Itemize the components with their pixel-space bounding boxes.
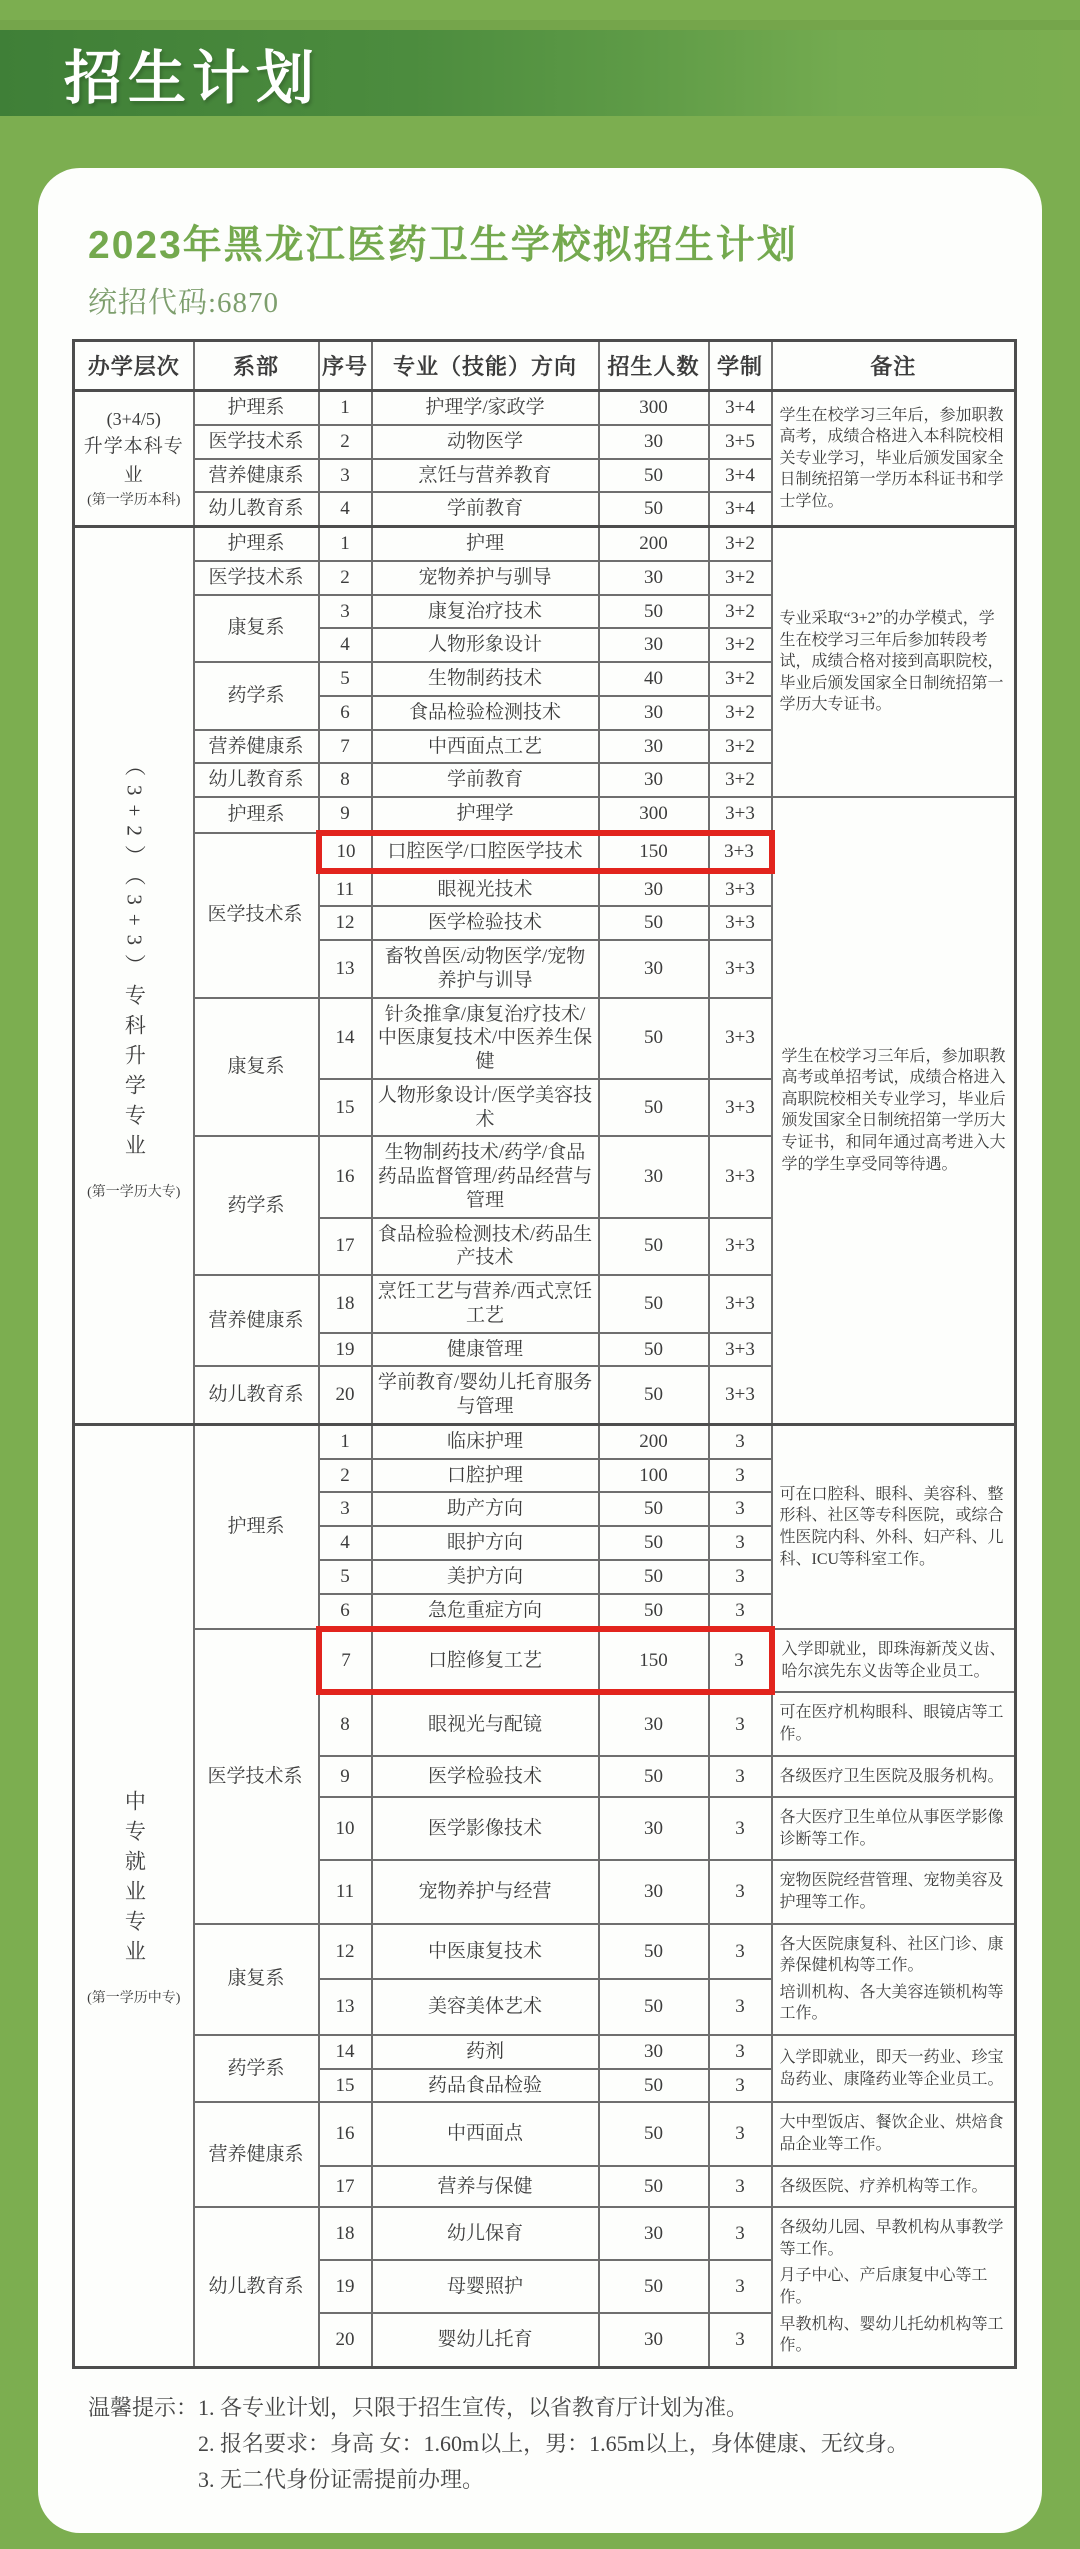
remark-paragraph: 培训机构、各大美容连锁机构等工作。 bbox=[779, 1983, 1004, 2023]
remark-paragraph: 专业采取“3+2”的办学模式，学生在校学习三年后参加转段考试，成绩合格对接到高职院校，毕业后颁发国家全日制统招第一学历大专证书。 bbox=[779, 610, 1004, 714]
years-cell: 3 bbox=[709, 1692, 772, 1755]
count-cell: 30 bbox=[599, 1797, 709, 1860]
remark-cell bbox=[772, 391, 1016, 527]
level-line: 升学本科专业 bbox=[83, 436, 184, 486]
years-cell: 3+3 bbox=[709, 940, 772, 998]
count-cell: 30 bbox=[599, 561, 709, 595]
count-cell: 200 bbox=[599, 527, 709, 561]
remark-paragraph: 大中型饭店、餐饮企业、烘焙食品企业等工作。 bbox=[779, 2114, 1004, 2154]
years-cell: 3+3 bbox=[709, 871, 772, 907]
dept-cell: 药学系 bbox=[194, 1136, 319, 1275]
no-cell: 4 bbox=[319, 1526, 372, 1560]
major-cell: 营养与保健 bbox=[372, 2166, 599, 2208]
count-cell: 50 bbox=[599, 1079, 709, 1137]
header-cell: 序号 bbox=[319, 341, 372, 391]
major-cell: 口腔修复工艺 bbox=[372, 1629, 599, 1692]
count-cell: 50 bbox=[599, 1560, 709, 1594]
no-cell: 17 bbox=[319, 2166, 372, 2208]
count-cell: 30 bbox=[599, 1860, 709, 1923]
no-cell: 8 bbox=[319, 763, 372, 797]
count-cell: 50 bbox=[599, 2069, 709, 2103]
no-cell: 4 bbox=[319, 628, 372, 662]
no-cell: 14 bbox=[319, 998, 372, 1079]
level-cell bbox=[74, 391, 194, 527]
enrollment-table bbox=[72, 339, 1017, 2369]
years-cell: 3 bbox=[709, 2207, 772, 2260]
remark-paragraph: 各级医院、疗养机构等工作。 bbox=[779, 2177, 988, 2195]
remark-cell bbox=[772, 2166, 1016, 2208]
table-row bbox=[74, 527, 1016, 561]
major-cell: 学前教育/婴幼儿托育服务与管理 bbox=[372, 1366, 599, 1424]
remark-cell bbox=[772, 1424, 1016, 1629]
major-cell: 烹饪与营养教育 bbox=[372, 459, 599, 493]
years-cell: 3 bbox=[709, 1526, 772, 1560]
years-cell: 3+3 bbox=[709, 1218, 772, 1276]
no-cell: 18 bbox=[319, 2207, 372, 2260]
table-row bbox=[74, 2207, 1016, 2260]
no-cell: 16 bbox=[319, 1136, 372, 1217]
dept-cell: 护理系 bbox=[194, 1424, 319, 1629]
major-cell: 美容美体艺术 bbox=[372, 1979, 599, 2035]
remark-cell bbox=[772, 2102, 1016, 2165]
years-cell: 3+2 bbox=[709, 628, 772, 662]
level-suffix: (第一学历中专) bbox=[87, 1990, 181, 2006]
no-cell: 3 bbox=[319, 595, 372, 629]
major-cell: 眼视光与配镜 bbox=[372, 1692, 599, 1755]
no-cell: 1 bbox=[319, 527, 372, 561]
major-cell: 食品检验检测技术 bbox=[372, 696, 599, 730]
content-card bbox=[38, 168, 1042, 2533]
count-cell: 300 bbox=[599, 797, 709, 833]
major-cell: 临床护理 bbox=[372, 1424, 599, 1458]
count-cell: 30 bbox=[599, 2207, 709, 2260]
remark-cell bbox=[772, 2207, 1016, 2367]
banner-title: 招生计划 bbox=[64, 46, 321, 111]
major-cell: 母婴照护 bbox=[372, 2260, 599, 2313]
dept-cell: 营养健康系 bbox=[194, 1275, 319, 1366]
major-cell: 助产方向 bbox=[372, 1492, 599, 1526]
no-cell: 6 bbox=[319, 1594, 372, 1630]
no-cell: 11 bbox=[319, 871, 372, 907]
major-cell: 烹饪工艺与营养/西式烹饪工艺 bbox=[372, 1275, 599, 1333]
no-cell: 13 bbox=[319, 940, 372, 998]
major-cell: 婴幼儿托育 bbox=[372, 2313, 599, 2367]
years-cell: 3 bbox=[709, 1756, 772, 1798]
admission-code: 统招代码:6870 bbox=[88, 287, 280, 319]
major-cell: 口腔护理 bbox=[372, 1459, 599, 1493]
no-cell: 2 bbox=[319, 1459, 372, 1493]
major-cell: 食品检验检测技术/药品生产技术 bbox=[372, 1218, 599, 1276]
header-row bbox=[74, 341, 1016, 391]
count-cell: 100 bbox=[599, 1459, 709, 1493]
dept-cell: 康复系 bbox=[194, 595, 319, 663]
dept-cell: 幼儿教育系 bbox=[194, 2207, 319, 2367]
no-cell: 20 bbox=[319, 2313, 372, 2367]
years-cell: 3 bbox=[709, 1560, 772, 1594]
major-cell: 中西面点工艺 bbox=[372, 730, 599, 764]
count-cell: 50 bbox=[599, 906, 709, 940]
years-cell: 3 bbox=[709, 1979, 772, 2035]
years-cell: 3+3 bbox=[709, 1333, 772, 1367]
remark-paragraph: 学生在校学习三年后，参加职教高考，成绩合格进入本科院校相关专业学习，毕业后颁发国家全日制统招第一学历本科证书和学士学位。 bbox=[779, 406, 1004, 510]
major-cell: 中医康复技术 bbox=[372, 1924, 599, 1980]
no-cell: 6 bbox=[319, 696, 372, 730]
remark-cell bbox=[772, 527, 1016, 798]
no-cell: 7 bbox=[319, 730, 372, 764]
major-cell: 人物形象设计 bbox=[372, 628, 599, 662]
dept-cell: 护理系 bbox=[194, 391, 319, 425]
years-cell: 3 bbox=[709, 2166, 772, 2208]
years-cell: 3 bbox=[709, 1860, 772, 1923]
remark-paragraph: 各级医疗卫生医院及服务机构。 bbox=[779, 1767, 1004, 1785]
header-cell: 办学层次 bbox=[74, 341, 194, 391]
count-cell: 50 bbox=[599, 1526, 709, 1560]
dept-cell: 康复系 bbox=[194, 1924, 319, 2035]
remark-paragraph: 月子中心、产后康复中心等工作。 bbox=[779, 2267, 988, 2307]
remark-paragraph: 可在口腔科、眼科、美容科、整形科、社区等专科医院，或综合性医院内科、外科、妇产科、儿科、ICU等科室工作。 bbox=[779, 1485, 1004, 1568]
table-row bbox=[74, 2035, 1016, 2069]
major-cell: 针灸推拿/康复治疗技术/中医康复技术/中医养生保健 bbox=[372, 998, 599, 1079]
years-cell: 3+5 bbox=[709, 425, 772, 459]
years-cell: 3 bbox=[709, 1594, 772, 1630]
no-cell: 20 bbox=[319, 1366, 372, 1424]
years-cell: 3+4 bbox=[709, 391, 772, 425]
notes-prefix: 温馨提示： bbox=[88, 2394, 199, 2420]
years-cell: 3+2 bbox=[709, 730, 772, 764]
major-cell: 康复治疗技术 bbox=[372, 595, 599, 629]
header-cell: 专业（技能）方向 bbox=[372, 341, 599, 391]
no-cell: 10 bbox=[319, 833, 372, 871]
count-cell: 150 bbox=[599, 833, 709, 871]
dept-cell: 医学技术系 bbox=[194, 833, 319, 998]
note-line: 2. 报名要求：身高 女：1.60m以上，男：1.65m以上，身体健康、无纹身。 bbox=[198, 2430, 909, 2456]
years-cell: 3 bbox=[709, 1424, 772, 1458]
remark-paragraph: 各大医疗卫生单位从事医学影像诊断等工作。 bbox=[779, 1809, 1004, 1848]
major-cell: 医学影像技术 bbox=[372, 1797, 599, 1860]
remark-paragraph: 可在医疗机构眼科、眼镜店等工作。 bbox=[779, 1704, 1004, 1744]
no-cell: 12 bbox=[319, 906, 372, 940]
count-cell: 50 bbox=[599, 492, 709, 526]
major-cell: 人物形象设计/医学美容技术 bbox=[372, 1079, 599, 1137]
dept-cell: 康复系 bbox=[194, 998, 319, 1137]
level-cell bbox=[74, 1424, 194, 2367]
no-cell: 1 bbox=[319, 391, 372, 425]
years-cell: 3+3 bbox=[709, 1136, 772, 1217]
remark-cell bbox=[772, 1692, 1016, 1755]
no-cell: 2 bbox=[319, 425, 372, 459]
count-cell: 30 bbox=[599, 871, 709, 907]
level-vertical-text: （3+2）（3+3）专科升学专业 bbox=[122, 755, 147, 1165]
count-cell: 30 bbox=[599, 730, 709, 764]
no-cell: 12 bbox=[319, 1924, 372, 1980]
dept-cell: 药学系 bbox=[194, 2035, 319, 2103]
remark-cell bbox=[772, 1860, 1016, 1923]
years-cell: 3+2 bbox=[709, 662, 772, 696]
count-cell: 150 bbox=[599, 1629, 709, 1692]
level-vertical-text: 中专就业专业 bbox=[122, 1790, 147, 1971]
no-cell: 16 bbox=[319, 2102, 372, 2165]
major-cell: 生物制药技术 bbox=[372, 662, 599, 696]
remark-paragraph: 学生在校学习三年后，参加职教高考或单招考试，成绩合格进入高职院校相关专业学习，毕业后颁发国家全日制统招第一学历大专证书，和同年通过高考进入大学的学生享受同等待遇。 bbox=[781, 1047, 1006, 1173]
no-cell: 19 bbox=[319, 2260, 372, 2313]
remark-cell bbox=[772, 1629, 1016, 1692]
count-cell: 50 bbox=[599, 2102, 709, 2165]
no-cell: 2 bbox=[319, 561, 372, 595]
years-cell: 3+4 bbox=[709, 459, 772, 493]
count-cell: 50 bbox=[599, 459, 709, 493]
no-cell: 1 bbox=[319, 1424, 372, 1458]
level-line: (第一学历本科) bbox=[87, 493, 181, 508]
years-cell: 3 bbox=[709, 1629, 772, 1692]
count-cell: 30 bbox=[599, 763, 709, 797]
remark-paragraph: 早教机构、婴幼儿托幼机构等工作。 bbox=[779, 2315, 1004, 2355]
major-cell: 动物医学 bbox=[372, 425, 599, 459]
count-cell: 50 bbox=[599, 1275, 709, 1333]
count-cell: 50 bbox=[599, 1218, 709, 1276]
major-cell: 护理 bbox=[372, 527, 599, 561]
count-cell: 50 bbox=[599, 1366, 709, 1424]
major-cell: 健康管理 bbox=[372, 1333, 599, 1367]
count-cell: 30 bbox=[599, 696, 709, 730]
major-cell: 药剂 bbox=[372, 2035, 599, 2069]
years-cell: 3 bbox=[709, 2313, 772, 2367]
no-cell: 15 bbox=[319, 1079, 372, 1137]
major-cell: 宠物养护与驯导 bbox=[372, 561, 599, 595]
major-cell: 医学检验技术 bbox=[372, 1756, 599, 1798]
count-cell: 30 bbox=[599, 425, 709, 459]
dept-cell: 医学技术系 bbox=[194, 425, 319, 459]
remark-cell bbox=[772, 797, 1016, 1424]
dept-cell: 药学系 bbox=[194, 662, 319, 730]
count-cell: 50 bbox=[599, 1979, 709, 2035]
no-cell: 13 bbox=[319, 1979, 372, 2035]
table-head bbox=[74, 341, 1016, 391]
dept-cell: 幼儿教育系 bbox=[194, 763, 319, 797]
count-cell: 30 bbox=[599, 940, 709, 998]
major-cell: 幼儿保育 bbox=[372, 2207, 599, 2260]
count-cell: 30 bbox=[599, 628, 709, 662]
remark-cell bbox=[772, 1924, 1016, 2035]
count-cell: 200 bbox=[599, 1424, 709, 1458]
no-cell: 18 bbox=[319, 1275, 372, 1333]
remark-paragraph: 入学即就业，即珠海新茂义齿、哈尔滨先东义齿等企业员工。 bbox=[781, 1641, 1006, 1680]
table-row bbox=[74, 391, 1016, 425]
notes-list bbox=[198, 2391, 909, 2499]
table-row bbox=[74, 1924, 1016, 1980]
header-cell: 备注 bbox=[772, 341, 1016, 391]
remark-paragraph: 各大医院康复科、社区门诊、康养保健机构等工作。 bbox=[779, 1935, 1004, 1975]
no-cell: 9 bbox=[319, 797, 372, 833]
count-cell: 50 bbox=[599, 998, 709, 1079]
dept-cell: 幼儿教育系 bbox=[194, 1366, 319, 1424]
major-cell: 眼护方向 bbox=[372, 1526, 599, 1560]
remark-paragraph: 宠物医院经营管理、宠物美容及护理等工作。 bbox=[779, 1872, 1004, 1911]
years-cell: 3+3 bbox=[709, 906, 772, 940]
years-cell: 3+3 bbox=[709, 833, 772, 871]
major-cell: 美护方向 bbox=[372, 1560, 599, 1594]
count-cell: 50 bbox=[599, 1594, 709, 1630]
remark-cell bbox=[772, 1797, 1016, 1860]
years-cell: 3 bbox=[709, 1797, 772, 1860]
dept-cell: 营养健康系 bbox=[194, 459, 319, 493]
count-cell: 300 bbox=[599, 391, 709, 425]
table-row bbox=[74, 797, 1016, 833]
banner bbox=[0, 30, 1080, 116]
major-cell: 医学检验技术 bbox=[372, 906, 599, 940]
count-cell: 50 bbox=[599, 1492, 709, 1526]
count-cell: 50 bbox=[599, 595, 709, 629]
years-cell: 3+3 bbox=[709, 998, 772, 1079]
dept-cell: 医学技术系 bbox=[194, 1629, 319, 1923]
years-cell: 3+2 bbox=[709, 595, 772, 629]
years-cell: 3 bbox=[709, 1924, 772, 1980]
remark-cell bbox=[772, 2035, 1016, 2103]
count-cell: 30 bbox=[599, 2313, 709, 2367]
major-cell: 学前教育 bbox=[372, 492, 599, 526]
remark-paragraph: 各级幼儿园、早教机构从事教学等工作。 bbox=[779, 2219, 1004, 2258]
no-cell: 14 bbox=[319, 2035, 372, 2069]
no-cell: 10 bbox=[319, 1797, 372, 1860]
no-cell: 5 bbox=[319, 662, 372, 696]
header-cell: 招生人数 bbox=[599, 341, 709, 391]
remark-paragraph: 入学即就业，即天一药业、珍宝岛药业、康隆药业等企业员工。 bbox=[779, 2049, 1004, 2088]
table-row bbox=[74, 1424, 1016, 1458]
dept-cell: 护理系 bbox=[194, 797, 319, 833]
no-cell: 17 bbox=[319, 1218, 372, 1276]
note-line: 1. 各专业计划，只限于招生宣传，以省教育厅计划为准。 bbox=[198, 2394, 749, 2420]
count-cell: 50 bbox=[599, 2166, 709, 2208]
count-cell: 30 bbox=[599, 1136, 709, 1217]
level-cell bbox=[74, 527, 194, 1425]
dept-cell: 幼儿教育系 bbox=[194, 492, 319, 526]
count-cell: 50 bbox=[599, 2260, 709, 2313]
major-cell: 口腔医学/口腔医学技术 bbox=[372, 833, 599, 871]
remark-cell bbox=[772, 1756, 1016, 1798]
years-cell: 3 bbox=[709, 1459, 772, 1493]
header-cell: 学制 bbox=[709, 341, 772, 391]
dept-cell: 医学技术系 bbox=[194, 561, 319, 595]
major-cell: 护理学 bbox=[372, 797, 599, 833]
dept-cell: 营养健康系 bbox=[194, 2102, 319, 2207]
table-row bbox=[74, 2102, 1016, 2165]
major-cell: 中西面点 bbox=[372, 2102, 599, 2165]
years-cell: 3+2 bbox=[709, 763, 772, 797]
table-row bbox=[74, 1629, 1016, 1692]
count-cell: 50 bbox=[599, 1924, 709, 1980]
no-cell: 7 bbox=[319, 1629, 372, 1692]
no-cell: 5 bbox=[319, 1560, 372, 1594]
no-cell: 19 bbox=[319, 1333, 372, 1367]
header-cell: 系部 bbox=[194, 341, 319, 391]
dept-cell: 护理系 bbox=[194, 527, 319, 561]
years-cell: 3 bbox=[709, 2035, 772, 2069]
no-cell: 4 bbox=[319, 492, 372, 526]
years-cell: 3+3 bbox=[709, 1079, 772, 1137]
no-cell: 9 bbox=[319, 1756, 372, 1798]
page-title: 2023年黑龙江医药卫生学校拟招生计划 bbox=[88, 224, 798, 267]
count-cell: 30 bbox=[599, 2035, 709, 2069]
footer-notes bbox=[88, 2391, 1012, 2499]
years-cell: 3+2 bbox=[709, 696, 772, 730]
no-cell: 3 bbox=[319, 459, 372, 493]
dept-cell: 营养健康系 bbox=[194, 730, 319, 764]
page bbox=[0, 30, 1080, 2533]
major-cell: 学前教育 bbox=[372, 763, 599, 797]
major-cell: 药品食品检验 bbox=[372, 2069, 599, 2103]
note-line: 3. 无二代身份证需提前办理。 bbox=[198, 2467, 485, 2492]
years-cell: 3+3 bbox=[709, 1275, 772, 1333]
count-cell: 50 bbox=[599, 1756, 709, 1798]
years-cell: 3+2 bbox=[709, 527, 772, 561]
major-cell: 眼视光技术 bbox=[372, 871, 599, 907]
count-cell: 30 bbox=[599, 1692, 709, 1755]
major-cell: 畜牧兽医/动物医学/宠物养护与训导 bbox=[372, 940, 599, 998]
years-cell: 3+3 bbox=[709, 1366, 772, 1424]
level-line: (3+4/5) bbox=[106, 409, 161, 429]
count-cell: 50 bbox=[599, 1333, 709, 1367]
major-cell: 急危重症方向 bbox=[372, 1594, 599, 1630]
major-cell: 护理学/家政学 bbox=[372, 391, 599, 425]
level-suffix: (第一学历大专) bbox=[87, 1184, 181, 1200]
no-cell: 8 bbox=[319, 1692, 372, 1755]
count-cell: 40 bbox=[599, 662, 709, 696]
major-cell: 生物制药技术/药学/食品药品监督管理/药品经营与管理 bbox=[372, 1136, 599, 1217]
years-cell: 3 bbox=[709, 2069, 772, 2103]
years-cell: 3 bbox=[709, 2102, 772, 2165]
years-cell: 3+3 bbox=[709, 797, 772, 833]
years-cell: 3 bbox=[709, 1492, 772, 1526]
years-cell: 3+4 bbox=[709, 492, 772, 526]
no-cell: 15 bbox=[319, 2069, 372, 2103]
no-cell: 11 bbox=[319, 1860, 372, 1923]
no-cell: 3 bbox=[319, 1492, 372, 1526]
table-body bbox=[74, 391, 1016, 2368]
major-cell: 宠物养护与经营 bbox=[372, 1860, 599, 1923]
years-cell: 3 bbox=[709, 2260, 772, 2313]
years-cell: 3+2 bbox=[709, 561, 772, 595]
